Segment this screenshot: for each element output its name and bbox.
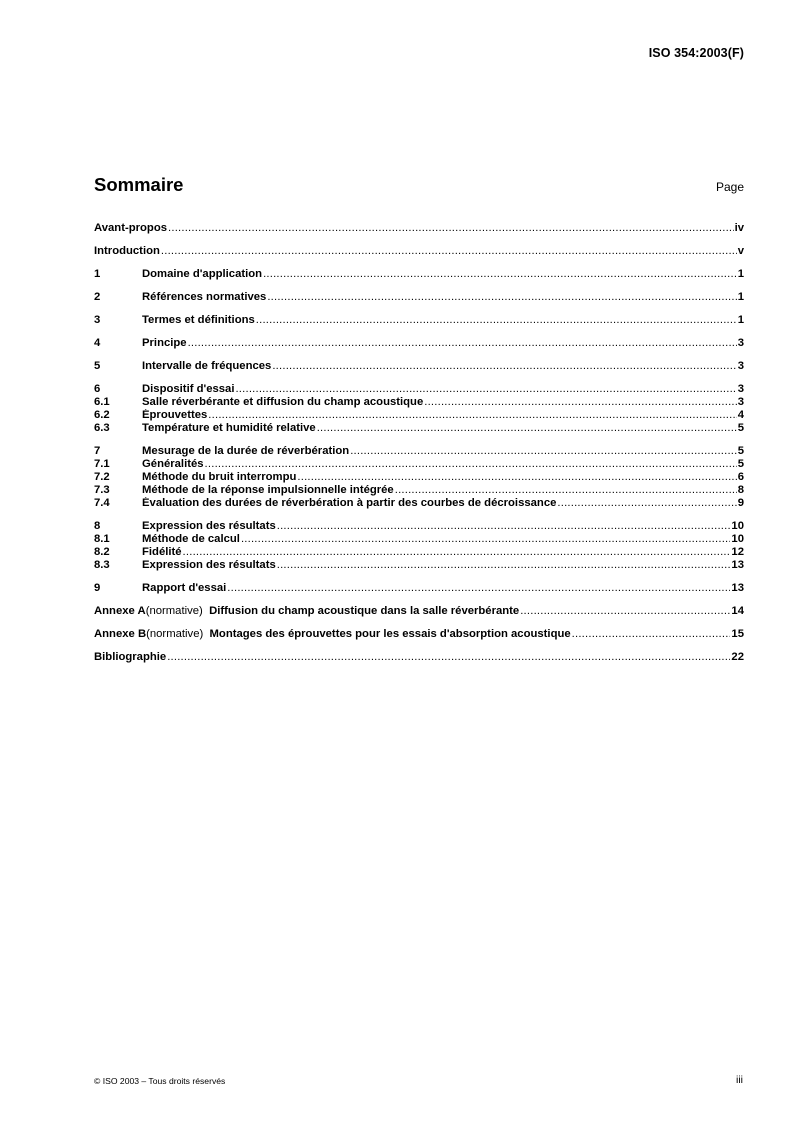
toc-entry-number: 8.3 (94, 559, 110, 571)
page-column-label: Page (715, 180, 744, 194)
annex-label: Annexe B (94, 628, 147, 640)
toc-entry-title: Intervalle de fréquences (142, 360, 272, 372)
toc-entry[interactable] (94, 360, 744, 373)
toc-entry[interactable] (94, 314, 744, 327)
toc-entry-title: Domaine d'application (142, 268, 263, 280)
toc-entry-number: 3 (94, 314, 101, 326)
toc-leader (256, 314, 737, 327)
toc-leader (161, 245, 737, 258)
toc-leader (277, 559, 731, 572)
toc-entry-title: Introduction (94, 245, 160, 257)
toc-entry-page: v (737, 245, 744, 257)
toc-leader (277, 520, 731, 533)
toc-entry[interactable] (94, 520, 744, 533)
toc-entry-title: Avant-propos (94, 222, 168, 234)
toc-entry-number: 5 (94, 360, 101, 372)
toc-leader (350, 445, 737, 458)
toc-entry-page: 10 (731, 520, 744, 532)
toc-entry-title: Bibliographie (94, 651, 167, 663)
document-id: ISO 354:2003(F) (648, 46, 744, 60)
toc-leader (205, 458, 737, 471)
toc-entry-title: Montages des éprouvettes pour les essais d'absorption acoustique (209, 628, 571, 640)
toc-entry-annex[interactable] (94, 628, 744, 641)
toc-leader (267, 291, 736, 304)
footer-copyright: © ISO 2003 – Tous droits réservés (94, 1076, 226, 1086)
toc-entry-title: Principe (142, 337, 187, 349)
toc-entry-page: iv (734, 222, 744, 234)
toc-entry[interactable] (94, 559, 744, 572)
table-of-contents (94, 222, 744, 664)
toc-leader (208, 409, 736, 422)
toc-leader (168, 222, 734, 235)
toc-entry-title: Termes et définitions (142, 314, 255, 326)
toc-entry-title: Évaluation des durées de réverbération à partir des courbes de décroissance (142, 497, 557, 509)
toc-entry-page: 4 (737, 409, 744, 421)
toc-entry-page: 14 (731, 605, 744, 617)
toc-entry[interactable] (94, 409, 744, 422)
toc-entry[interactable] (94, 445, 744, 458)
toc-entry[interactable] (94, 471, 744, 484)
toc-entry-title: Dispositif d'essai (142, 383, 235, 395)
toc-leader (227, 582, 730, 595)
toc-entry-number: 8 (94, 520, 101, 532)
toc-entry-page: 3 (737, 360, 744, 372)
toc-entry-number: 7 (94, 445, 101, 457)
annex-type: (normative) (145, 605, 203, 617)
toc-leader (183, 546, 731, 559)
toc-entry-number: 7.1 (94, 458, 110, 470)
toc-entry[interactable] (94, 222, 744, 235)
toc-entry[interactable] (94, 396, 744, 409)
toc-entry-number: 4 (94, 337, 101, 349)
toc-entry[interactable] (94, 291, 744, 304)
toc-entry[interactable] (94, 533, 744, 546)
toc-entry[interactable] (94, 383, 744, 396)
toc-entry-page: 1 (737, 291, 744, 303)
annex-label: Annexe A (94, 605, 146, 617)
footer-page-number: iii (736, 1074, 743, 1086)
toc-entry-number: 6.2 (94, 409, 110, 421)
toc-entry[interactable] (94, 422, 744, 435)
toc-entry-page: 5 (737, 458, 744, 470)
toc-entry-title: Expression des résultats (142, 520, 276, 532)
toc-leader (520, 605, 730, 618)
toc-entry-title: Fidélité (142, 546, 182, 558)
annex-type: (normative) (146, 628, 204, 640)
toc-entry-page: 3 (737, 383, 744, 395)
toc-entry-number: 7.3 (94, 484, 110, 496)
toc-entry-page: 15 (731, 628, 744, 640)
toc-entry-title: Mesurage de la durée de réverbération (142, 445, 350, 457)
toc-entry-number: 1 (94, 268, 101, 280)
toc-entry-number: 7.4 (94, 497, 110, 509)
toc-leader (317, 422, 737, 435)
toc-entry-title: Diffusion du champ acoustique dans la salle réverbérante (209, 605, 520, 617)
toc-entry-title: Expression des résultats (142, 559, 276, 571)
toc-entry-page: 13 (731, 582, 744, 594)
toc-entry-page: 13 (731, 559, 744, 571)
toc-entry[interactable] (94, 245, 744, 258)
toc-entry-number: 6 (94, 383, 101, 395)
toc-entry[interactable] (94, 337, 744, 350)
toc-leader (188, 337, 737, 350)
toc-entry-annex[interactable] (94, 605, 744, 618)
toc-leader (297, 471, 736, 484)
toc-entry-page: 6 (737, 471, 744, 483)
toc-entry-page: 9 (737, 497, 744, 509)
toc-entry[interactable] (94, 497, 744, 510)
toc-entry-title: Salle réverbérante et diffusion du champ acoustique (142, 396, 424, 408)
toc-entry[interactable] (94, 484, 744, 497)
toc-entry[interactable] (94, 458, 744, 471)
toc-entry-page: 8 (737, 484, 744, 496)
toc-leader (572, 628, 731, 641)
toc-entry-number: 8.1 (94, 533, 110, 545)
toc-entry-title: Références normatives (142, 291, 267, 303)
toc-entry[interactable] (94, 546, 744, 559)
toc-entry-page: 3 (737, 337, 744, 349)
toc-leader (263, 268, 737, 281)
toc-entry[interactable] (94, 651, 744, 664)
toc-entry-title: Rapport d'essai (142, 582, 227, 594)
toc-entry-page: 12 (731, 546, 744, 558)
toc-leader (557, 497, 736, 510)
toc-entry-number: 2 (94, 291, 101, 303)
toc-entry-number: 6.3 (94, 422, 110, 434)
toc-entry-page: 22 (731, 651, 744, 663)
toc-leader (235, 383, 736, 396)
toc-entry[interactable] (94, 582, 744, 595)
toc-entry-number: 7.2 (94, 471, 110, 483)
toc-entry-page: 10 (731, 533, 744, 545)
toc-entry-page: 1 (737, 268, 744, 280)
toc-entry-page: 5 (737, 445, 744, 457)
toc-entry-title: Méthode de la réponse impulsionnelle intégrée (142, 484, 394, 496)
toc-entry-title: Méthode de calcul (142, 533, 240, 545)
toc-leader (241, 533, 730, 546)
toc-entry-title: Méthode du bruit interrompu (142, 471, 297, 483)
toc-leader (424, 396, 736, 409)
toc-entry-title: Température et humidité relative (142, 422, 316, 434)
toc-entry-page: 5 (737, 422, 744, 434)
toc-title: Sommaire (94, 174, 184, 195)
toc-entry-page: 3 (737, 396, 744, 408)
toc-entry-number: 8.2 (94, 546, 110, 558)
toc-entry-number: 9 (94, 582, 101, 594)
toc-leader (167, 651, 730, 664)
toc-leader (272, 360, 736, 373)
toc-entry-page: 1 (737, 314, 744, 326)
toc-leader (395, 484, 737, 497)
toc-entry-number: 6.1 (94, 396, 110, 408)
toc-entry[interactable] (94, 268, 744, 281)
toc-entry-title: Généralités (142, 458, 204, 470)
toc-entry-title: Éprouvettes (142, 409, 208, 421)
